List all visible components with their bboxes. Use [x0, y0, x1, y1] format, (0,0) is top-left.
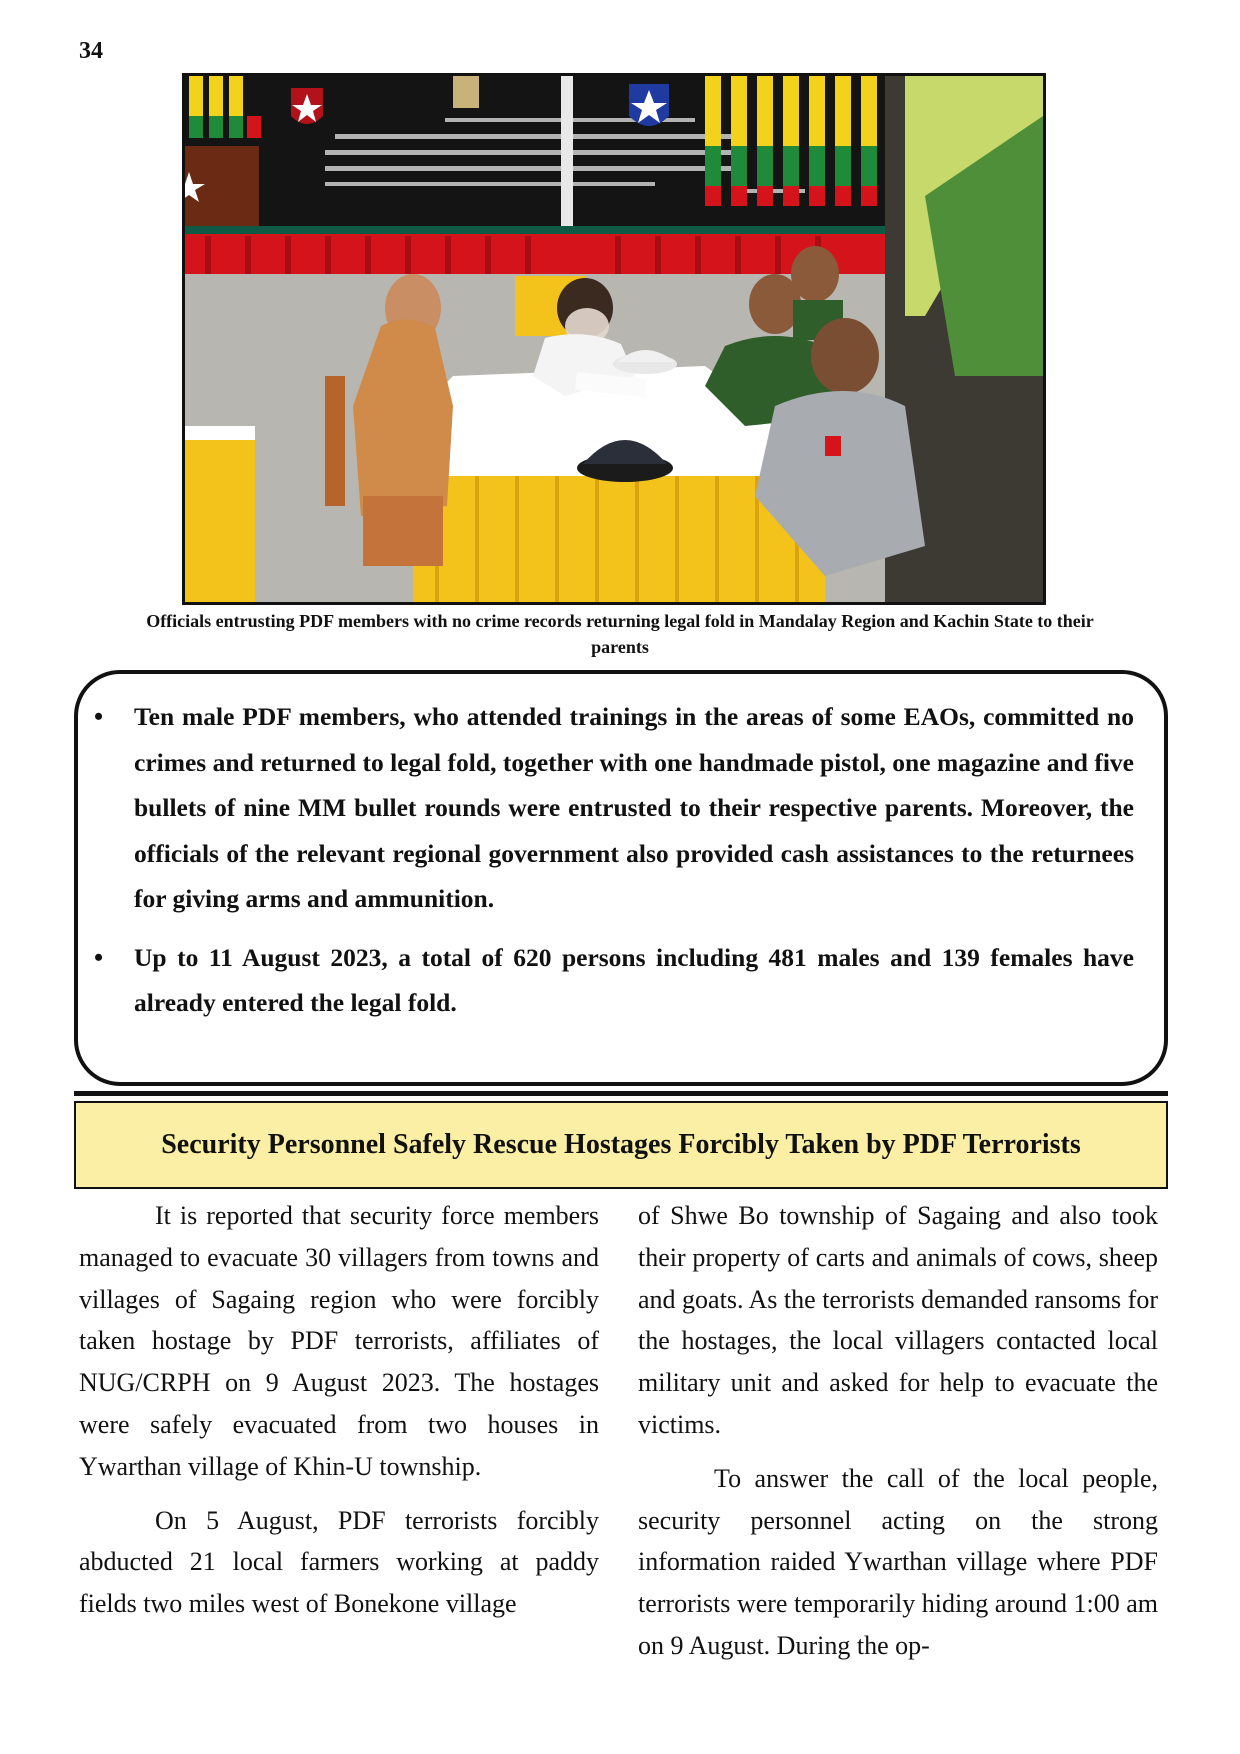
star-emblem-icon — [629, 84, 669, 126]
paragraph: of Shwe Bo township of Sagaing and also took their property of carts and animals of cows, sheep and goats. As the terrorists demanded ransoms for the hostages, the local villagers contacted local military unit and asked for help to evacuate the victims. — [638, 1201, 1158, 1439]
section-heading: Security Personnel Safely Rescue Hostages Forcibly Taken by PDF Terrorists — [74, 1101, 1168, 1189]
ceremony-illustration — [185, 76, 1043, 602]
bullet-item: • Up to 11 August 2023, a total of 620 persons including 481 males and 139 females have already entered the legal fold. — [134, 935, 1134, 1026]
star-emblem-icon — [291, 88, 323, 124]
paragraph: To answer the call of the local people, security personnel acting on the strong information raided Ywarthan village where PDF terrorists were temporarily hiding around 1:00 am on 9 August. During the op- — [638, 1463, 1158, 1660]
bullet-list — [134, 694, 1134, 1026]
photo-caption: Officials entrusting PDF members with no crime records returning legal fold in Mandalay Region and Kachin State to their parents — [146, 611, 1094, 657]
divider — [74, 1091, 1168, 1096]
bullet-item: • Ten male PDF members, who attended trainings in the areas of some EAOs, committed no crimes and returned to legal fold, together with one handmade pistol, one magazine and five bullets of nine MM bullet rounds were entrusted to their respective parents. Moreover, the officials of the relevant regional government also provided cash assistances to the returnees for giving arms and ammunition. — [134, 694, 1134, 922]
page-number: 34 — [79, 38, 103, 64]
paragraph: It is reported that security force members managed to evacuate 30 villagers from towns and villages of Sagaing region who were forcibly taken hostage by PDF terrorists, affiliates of NUG/CRPH on 9 August 2023. The hostages were safely evacuated from two houses in Ywarthan village of Khin-U township. — [79, 1201, 599, 1481]
news-photo — [182, 73, 1046, 605]
article-column-left — [79, 1195, 599, 1637]
paragraph: On 5 August, PDF terrorists forcibly abducted 21 local farmers working at paddy fields two miles west of Bonekone village — [79, 1505, 599, 1619]
highlight-box — [74, 670, 1168, 1086]
article-column-right — [638, 1195, 1158, 1679]
